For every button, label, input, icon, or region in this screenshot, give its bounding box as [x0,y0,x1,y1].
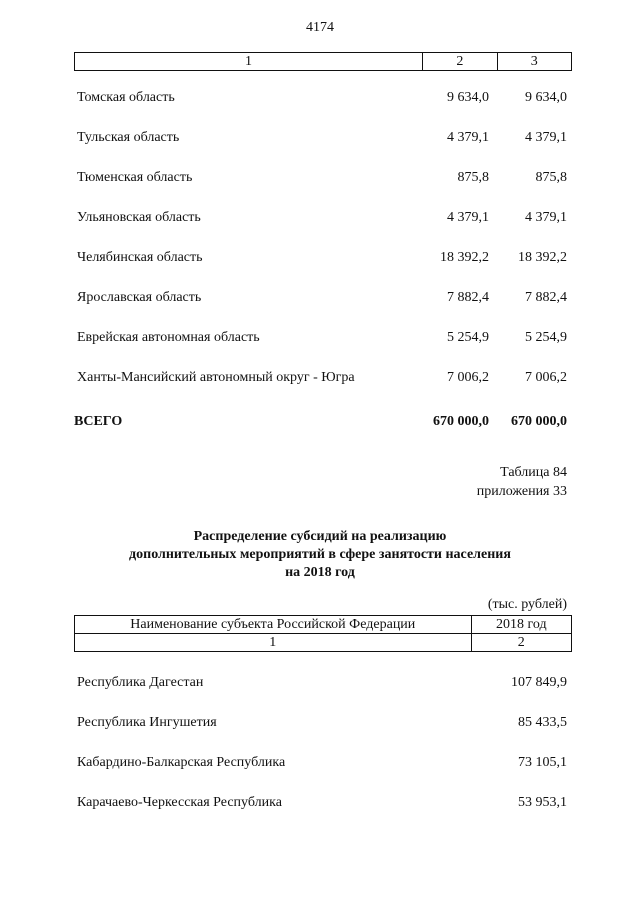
subsidy-value: 73 105,1 [518,755,567,770]
value-col2: 4 379,1 [447,130,489,145]
table-row [77,755,567,773]
table-row [77,170,567,188]
table-caption-appendix: приложения 33 [476,484,567,499]
value-col3: 875,8 [535,170,567,185]
page-number: 4174 [306,20,334,35]
region-name: Карачаево-Черкесская Республика [77,795,282,810]
region-name: Кабардино-Балкарская Республика [77,755,286,770]
table1-header-col2: 2 [423,53,497,71]
units-label: (тыс. рублей) [487,597,567,612]
value-col3: 7 882,4 [525,290,567,305]
value-col2: 875,8 [457,170,489,185]
value-col3: 7 006,2 [525,370,567,385]
total-value-col2: 670 000,0 [433,414,489,429]
value-col2: 4 379,1 [447,210,489,225]
table-row [77,90,567,108]
table-title-line3: на 2018 год [285,565,355,580]
value-col3: 18 392,2 [518,250,567,265]
region-name: Ульяновская область [77,210,201,225]
table-row [77,130,567,148]
region-name: Ханты-Мансийский автономный округ - Югра [77,370,355,385]
value-col2: 9 634,0 [447,90,489,105]
subsidy-value: 107 849,9 [511,675,567,690]
subsidy-value: 85 433,5 [518,715,567,730]
region-name: Челябинская область [77,250,203,265]
region-name: Томская область [77,90,175,105]
table-title-line1: Распределение субсидий на реализацию [193,529,447,544]
table-caption-number: Таблица 84 [500,465,567,480]
value-col2: 7 006,2 [447,370,489,385]
table84-header [74,615,572,652]
total-value-col3: 670 000,0 [511,414,567,429]
table-title-line2: дополнительных мероприятий в сфере занятости населения [129,547,511,562]
table-row [77,330,567,348]
value-col3: 4 379,1 [525,210,567,225]
table1-header-col3: 3 [497,53,571,71]
table-row [77,795,567,813]
table-row [77,290,567,308]
region-name: Тульская область [77,130,180,145]
value-col2: 18 392,2 [440,250,489,265]
header-region-name: Наименование субъекта Российской Федерации [75,616,472,634]
header-num-1: 1 [75,634,472,652]
value-col2: 7 882,4 [447,290,489,305]
total-row [74,414,567,432]
region-name: Республика Ингушетия [77,715,217,730]
table-row [77,250,567,268]
total-label: ВСЕГО [74,414,123,429]
value-col3: 9 634,0 [525,90,567,105]
region-name: Тюменская область [77,170,193,185]
table1-header-col1: 1 [75,53,423,71]
value-col3: 4 379,1 [525,130,567,145]
value-col2: 5 254,9 [447,330,489,345]
table1-header [74,52,572,71]
region-name: Ярославская область [77,290,202,305]
table-row [77,370,567,388]
header-num-2: 2 [471,634,571,652]
table-row [77,210,567,228]
value-col3: 5 254,9 [525,330,567,345]
table-row [77,715,567,733]
header-year: 2018 год [471,616,571,634]
table-row [77,675,567,693]
region-name: Еврейская автономная область [77,330,260,345]
subsidy-value: 53 953,1 [518,795,567,810]
region-name: Республика Дагестан [77,675,204,690]
